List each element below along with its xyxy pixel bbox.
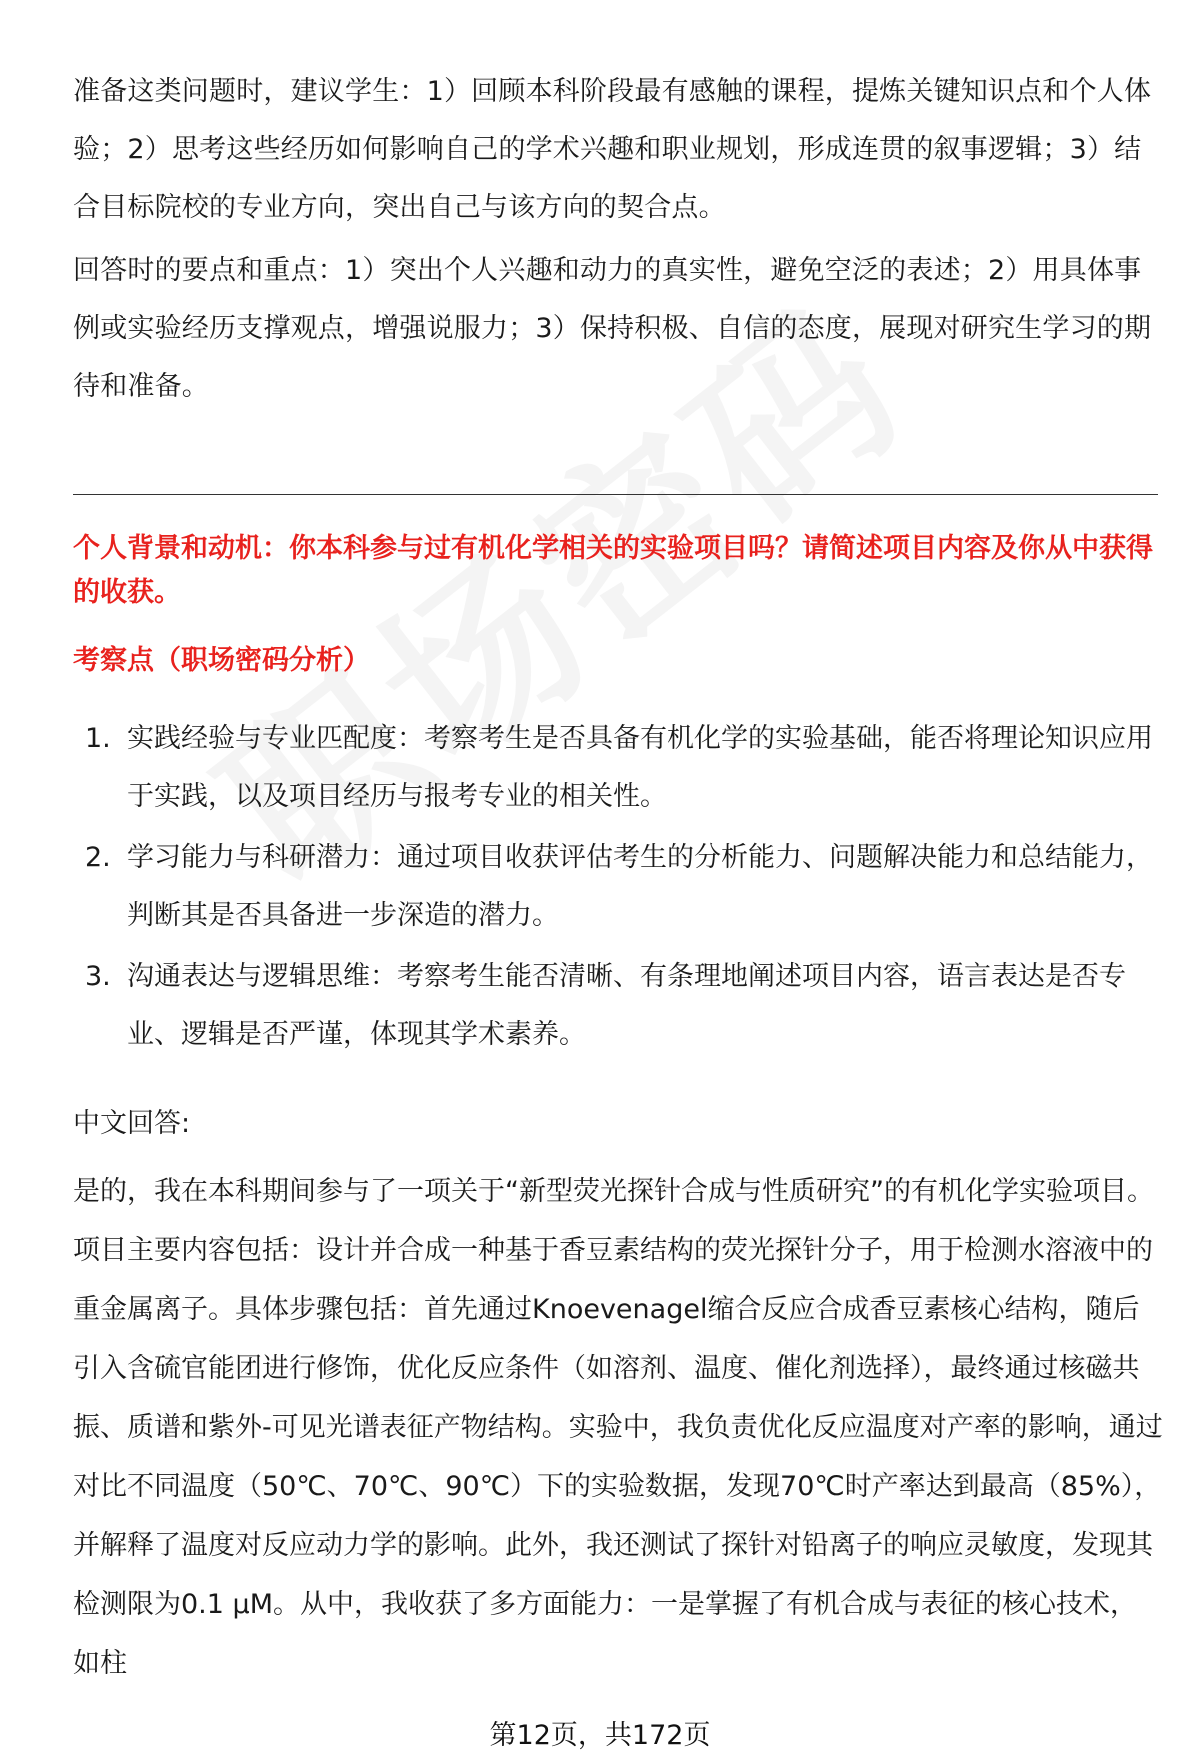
list-item-text: 学习能力与科研潜力：通过项目收获评估考生的分析能力、问题解决能力和总结能力，判断其是否具备进一步深造的潜力。: [127, 842, 1153, 931]
list-item: [73, 948, 1158, 1064]
page-number: 第12页，共172页: [489, 1720, 711, 1751]
list-item-number: 1.: [85, 723, 111, 754]
assessment-list: [73, 710, 1158, 1067]
prep-advice-paragraph: 准备这类问题时，建议学生：1）回顾本科阶段最有感触的课程，提炼关键知识点和个人体验；2）思考这些经历如何影响自己的学术兴趣和职业规划，形成连贯的叙事逻辑；3）结合目标院校的专业方向，突出自己与该方向的契合点。: [73, 76, 1152, 223]
list-item-text: 沟通表达与逻辑思维：考察考生能否清晰、有条理地阐述项目内容，语言表达是否专业、逻辑是否严谨，体现其学术素养。: [127, 961, 1126, 1050]
question-heading: 个人背景和动机：你本科参与过有机化学相关的实验项目吗？请简述项目内容及你从中获得的收获。: [73, 533, 1153, 608]
answer-text: 是的，我在本科期间参与了一项关于“新型荧光探针合成与性质研究”的有机化学实验项目。项目主要内容包括：设计并合成一种基于香豆素结构的荧光探针分子，用于检测水溶液中的重金属离子。具体步骤包括：首先通过Knoevenagel缩合反应合成香豆素核心结构，随后引入含硫官能团进行修饰，优化反应条件（如溶剂、温度、催化剂选择），最终通过核磁共振、质谱和紫外-可见光谱表征产物结构。实验中，我负责优化反应温度对产率的影响，通过对比不同温度（50℃、70℃、90℃）下的实验数据，发现70℃时产率达到最高（85%），并解释了温度对反应动力学的影响。此外，我还测试了探针对铅离子的响应灵敏度，发现其检测限为0.1 μM。从中，我收获了多方面能力：一是掌握了有机合成与表征的核心技术，如柱: [73, 1176, 1163, 1679]
assessment-heading: 考察点（职场密码分析）: [73, 645, 370, 676]
section-divider: [73, 494, 1158, 495]
list-item-text: 实践经验与专业匹配度：考察考生是否具备有机化学的实验基础，能否将理论知识应用于实践，以及项目经历与报考专业的相关性。: [127, 723, 1153, 812]
answer-tips-paragraph: 回答时的要点和重点：1）突出个人兴趣和动力的真实性，避免空泛的表述；2）用具体事例或实验经历支撑观点，增强说服力；3）保持积极、自信的态度，展现对研究生学习的期待和准备。: [73, 255, 1152, 402]
list-item-number: 2.: [85, 842, 111, 873]
list-item: [73, 710, 1158, 826]
list-item: [73, 829, 1158, 945]
list-item-number: 3.: [85, 961, 111, 992]
answer-label: 中文回答:: [73, 1108, 191, 1139]
